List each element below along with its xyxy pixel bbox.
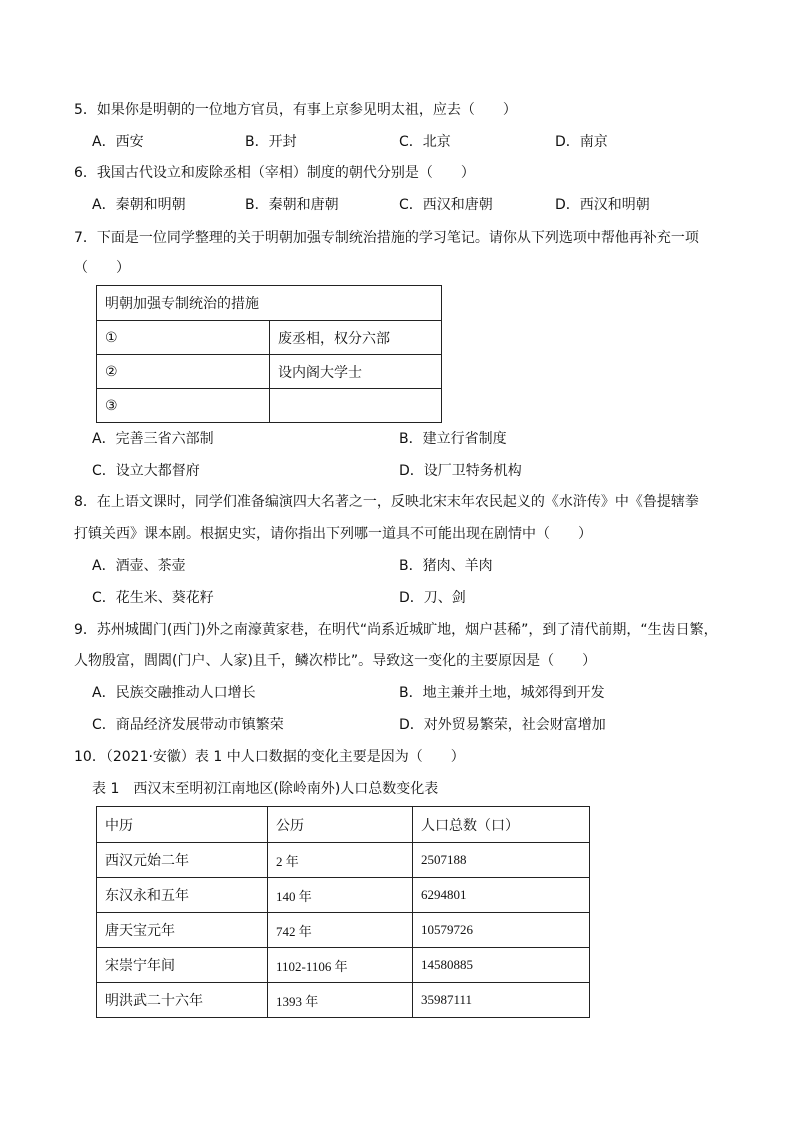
- q5-option-c: C．北京: [399, 134, 451, 150]
- q10-population-table: [96, 806, 590, 1018]
- q10-header-chinese-calendar: 中历: [97, 807, 268, 843]
- q10-row-4-year: 1102-1106 年: [268, 948, 413, 983]
- q7-option-c: C．设立大都督府: [92, 463, 200, 479]
- table-row: [97, 878, 590, 913]
- q10-row-5-population: 35987111: [413, 983, 590, 1018]
- q10-row-3-era: 唐天宝元年: [97, 913, 268, 948]
- q9-option-b: B．地主兼并土地，城郊得到开发: [399, 685, 605, 701]
- q10-row-3-year: 742 年: [268, 913, 413, 948]
- q10-row-2-year: 140 年: [268, 878, 413, 913]
- q7-row-3-num: ③: [97, 389, 270, 423]
- q7-option-d: D．设厂卫特务机构: [399, 463, 522, 479]
- question-8-text-line1: 8．在上语文课时，同学们准备编演四大名著之一，反映北宋末年农民起义的《水浒传》中《鲁提辖拳: [74, 494, 699, 510]
- q6-option-d: D．西汉和明朝: [555, 197, 650, 213]
- table-row: [97, 983, 590, 1018]
- question-10-text: 10．（2021·安徽）表 1 中人口数据的变化主要是因为（ ）: [74, 749, 465, 765]
- q10-row-1-population: 2507188: [413, 843, 590, 878]
- q5-option-b: B．开封: [245, 134, 297, 150]
- table-row: [97, 913, 590, 948]
- q7-row-1-content: 废丞相，权分六部: [270, 321, 442, 355]
- q8-option-a: A．酒壶、茶壶: [92, 558, 186, 574]
- q8-option-d: D．刀、剑: [399, 590, 466, 606]
- question-6-text: 6．我国古代设立和废除丞相（宰相）制度的朝代分别是（ ）: [74, 165, 475, 181]
- q9-option-d: D．对外贸易繁荣，社会财富增加: [399, 717, 606, 733]
- q7-row-3-content: [270, 389, 442, 423]
- q7-notes-table: [96, 285, 442, 423]
- q5-option-a: A．西安: [92, 134, 144, 150]
- question-5-text: 5．如果你是明朝的一位地方官员，有事上京参见明太祖，应去（ ）: [74, 102, 517, 118]
- q6-option-a: A．秦朝和明朝: [92, 197, 186, 213]
- q8-option-b: B．猪肉、羊肉: [399, 558, 493, 574]
- q10-row-1-year: 2 年: [268, 843, 413, 878]
- q10-header-population: 人口总数（口）: [413, 807, 590, 843]
- q7-row-2-content: 设内阁大学士: [270, 355, 442, 389]
- q8-option-c: C．花生米、葵花籽: [92, 590, 214, 606]
- q6-option-c: C．西汉和唐朝: [399, 197, 493, 213]
- table-row: [97, 843, 590, 878]
- q10-row-1-era: 西汉元始二年: [97, 843, 268, 878]
- q9-option-a: A．民族交融推动人口增长: [92, 685, 256, 701]
- question-8-text-line2: 打镇关西》课本剧。根据史实，请你指出下列哪一道具不可能出现在剧情中（ ）: [74, 526, 592, 542]
- q7-table-header: 明朝加强专制统治的措施: [97, 286, 442, 321]
- question-9-text-line2: 人物殷富，閭閻(门户、人家)且千，鳞次栉比”。导致这一变化的主要原因是（ ）: [74, 653, 597, 669]
- q10-row-2-era: 东汉永和五年: [97, 878, 268, 913]
- q7-option-b: B．建立行省制度: [399, 431, 507, 447]
- q7-row-1-num: ①: [97, 321, 270, 355]
- q5-option-d: D．南京: [555, 134, 608, 150]
- q10-row-4-population: 14580885: [413, 948, 590, 983]
- q10-row-2-population: 6294801: [413, 878, 590, 913]
- question-7-text-line2: （ ）: [74, 260, 130, 276]
- q10-row-3-population: 10579726: [413, 913, 590, 948]
- question-9-text-line1: 9．苏州城閶门(西门)外之南濠黄家巷，在明代“尚系近城旷地，烟户甚稀”，到了清代前期，“生齿日繁，: [74, 622, 718, 638]
- q10-row-5-era: 明洪武二十六年: [97, 983, 268, 1018]
- q10-row-5-year: 1393 年: [268, 983, 413, 1018]
- q7-row-2-num: ②: [97, 355, 270, 389]
- q10-table-caption: 表 1 西汉末至明初江南地区(除岭南外)人口总数变化表: [92, 781, 439, 797]
- q10-row-4-era: 宋崇宁年间: [97, 948, 268, 983]
- q7-option-a: A．完善三省六部制: [92, 431, 214, 447]
- question-7-text-line1: 7．下面是一位同学整理的关于明朝加强专制统治措施的学习笔记。请你从下列选项中帮他再补充一项: [74, 230, 699, 246]
- q6-option-b: B．秦朝和唐朝: [245, 197, 339, 213]
- table-row: [97, 948, 590, 983]
- q10-header-gregorian: 公历: [268, 807, 413, 843]
- q9-option-c: C．商品经济发展带动市镇繁荣: [92, 717, 284, 733]
